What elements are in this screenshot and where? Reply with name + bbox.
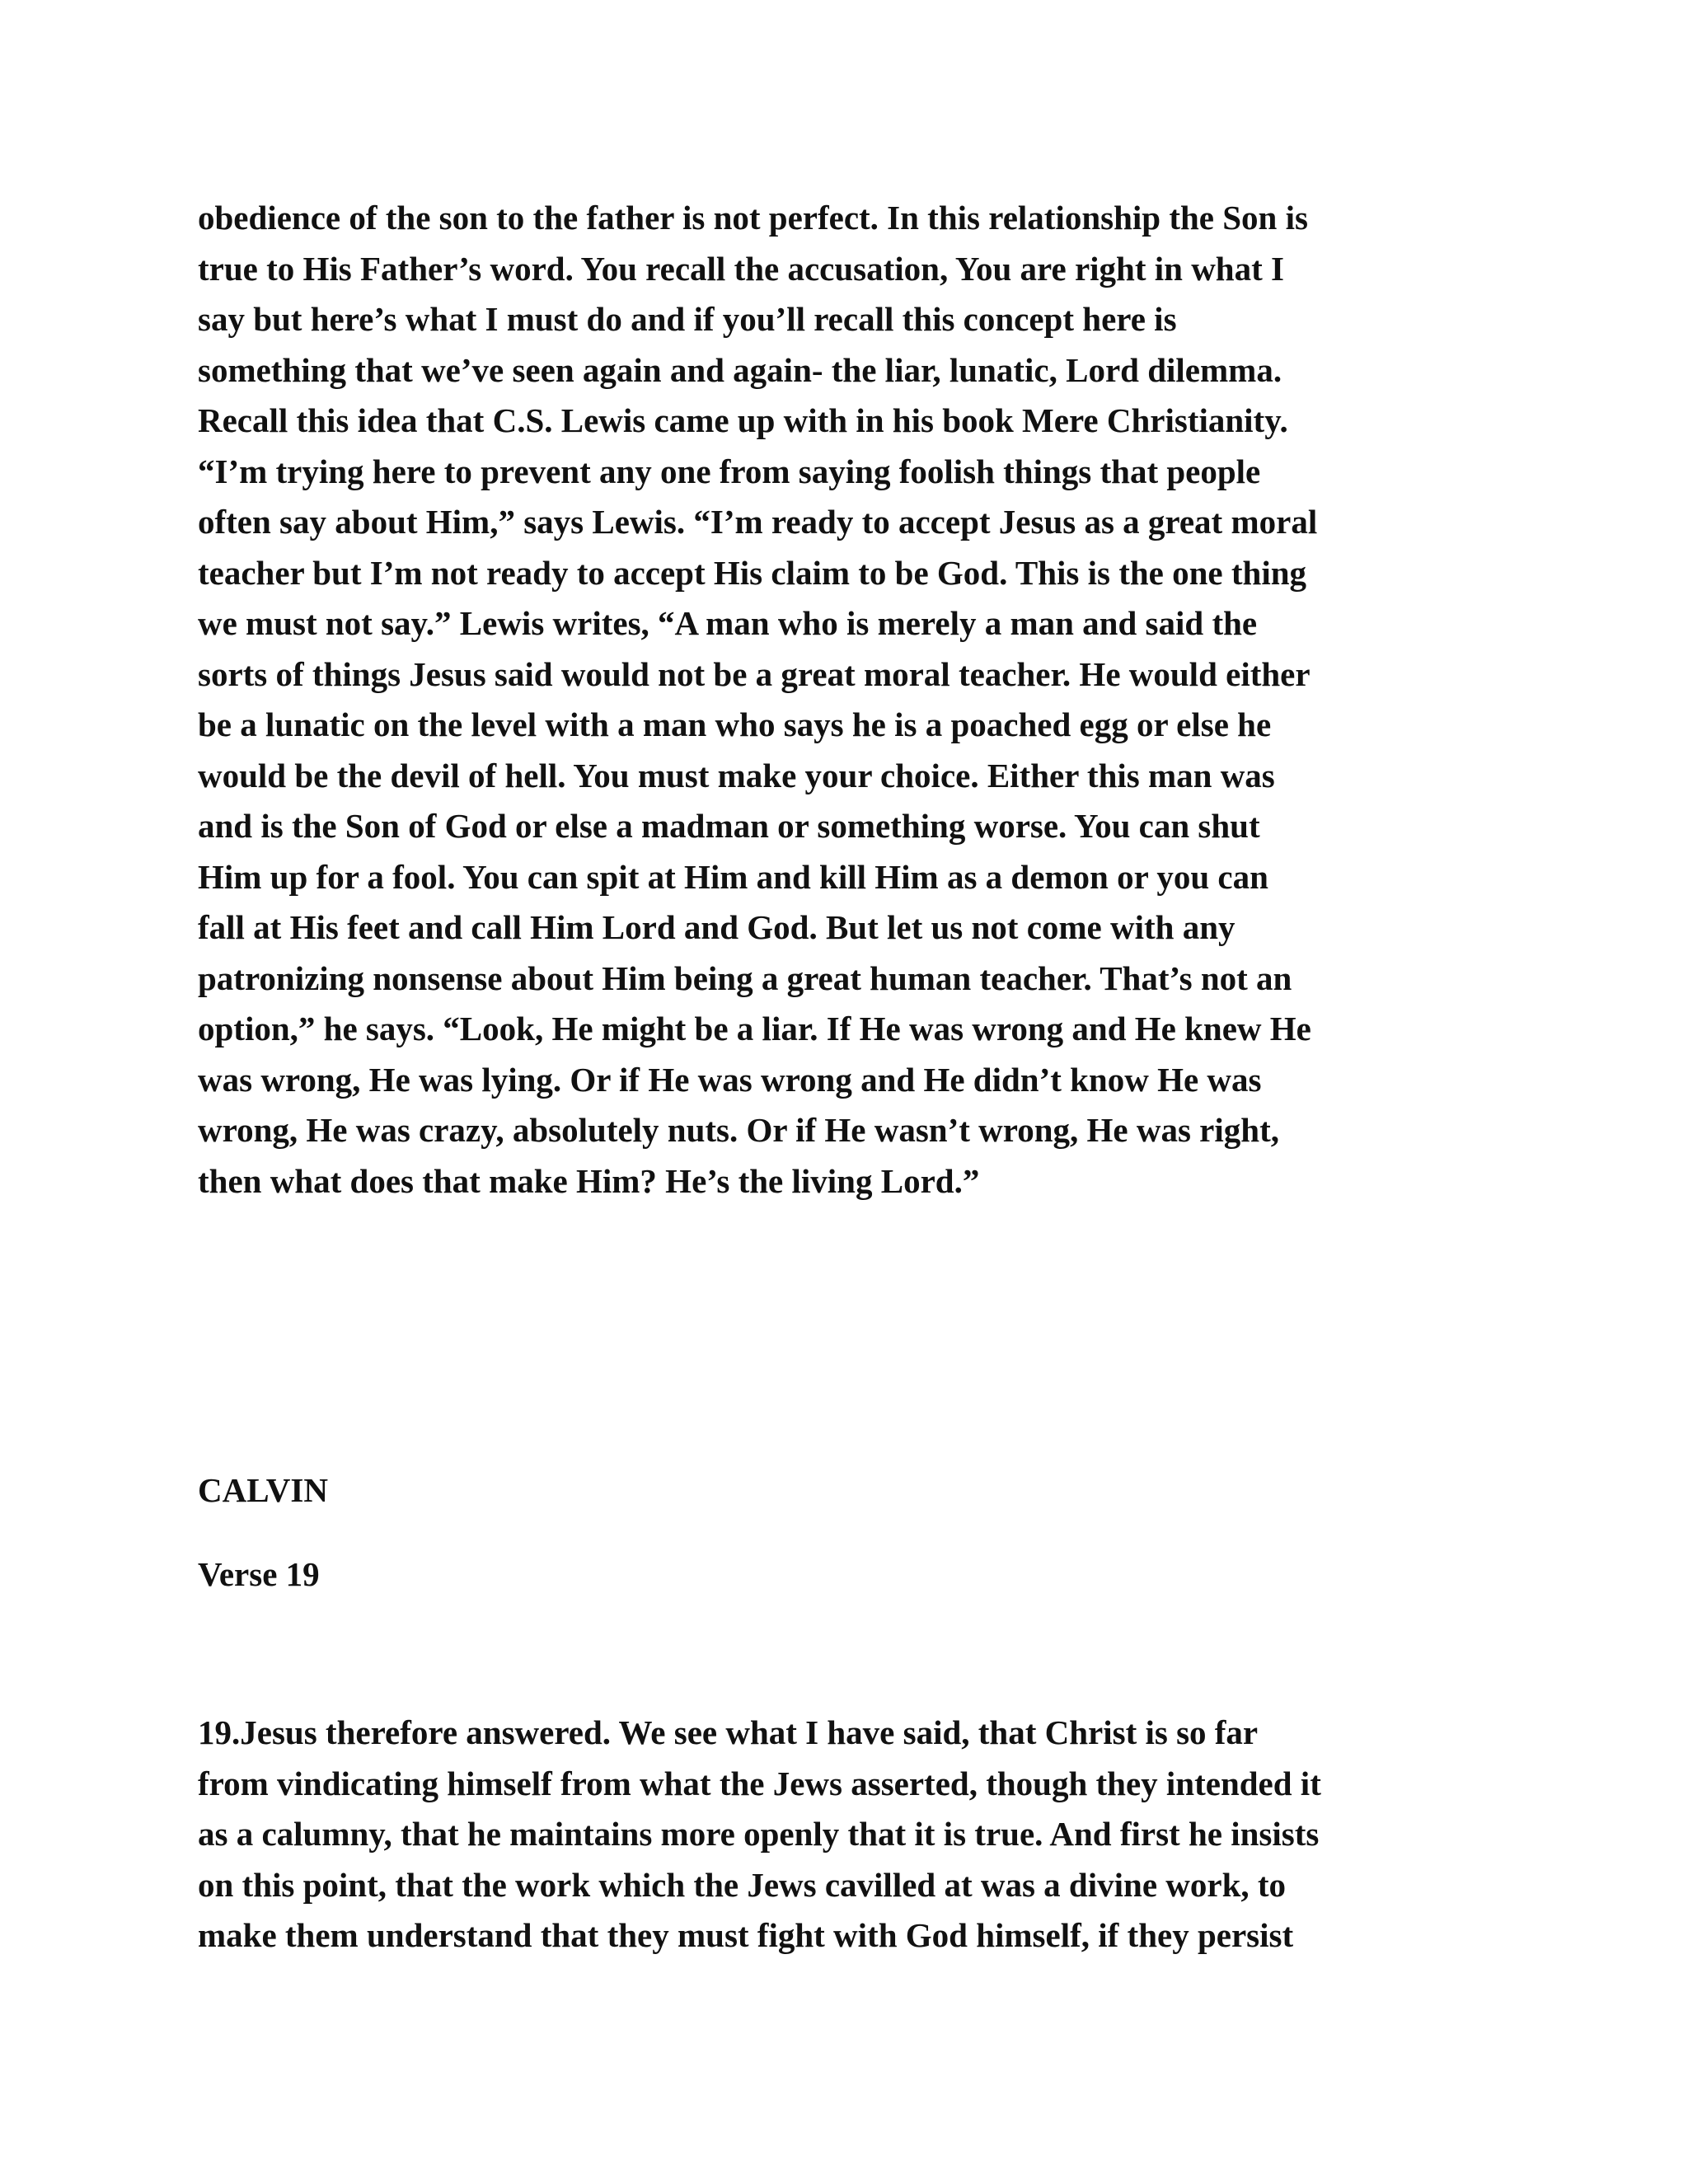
text-line: patronizing nonsense about Him being a great human teacher. That’s not an [198, 958, 1292, 997]
text-line: sorts of things Jesus said would not be a great moral teacher. He would either [198, 654, 1311, 693]
text-line: be a lunatic on the level with a man who says he is a poached egg or else he [198, 705, 1272, 743]
text-line: often say about Him,” says Lewis. “I’m ready to accept Jesus as a great moral [198, 503, 1318, 541]
text-line: we must not say.” Lewis writes, “A man who is merely a man and said the [198, 604, 1258, 642]
commentary-paragraph [198, 193, 1484, 1207]
text-line: 19.Jesus therefore answered. We see what I have said, that Christ is so far [198, 1713, 1259, 1751]
text-line: true to His Father’s word. You recall the accusation, You are right in what I [198, 249, 1284, 288]
text-line: obedience of the son to the father is not perfect. In this relationship the Son is [198, 199, 1308, 237]
text-line: Him up for a fool. You can spit at Him and kill Him as a demon or you can [198, 857, 1268, 896]
text-line: on this point, that the work which the Jews cavilled at was a divine work, to [198, 1865, 1287, 1904]
text-line: make them understand that they must fight with God himself, if they persist [198, 1916, 1294, 1954]
text-line: wrong, He was crazy, absolutely nuts. Or if He wasn’t wrong, He was right, [198, 1111, 1279, 1149]
text-line: then what does that make Him? He’s the living Lord.” [198, 1161, 980, 1200]
text-line: teacher but I’m not ready to accept His claim to be God. This is the one thing [198, 553, 1307, 592]
calvin-commentary-paragraph [198, 1708, 1484, 1961]
text-line: was wrong, He was lying. Or if He was wrong and He didn’t know He was [198, 1060, 1262, 1099]
text-line: Recall this idea that C.S. Lewis came up with in his book Mere Christianity. [198, 401, 1288, 439]
text-line: option,” he says. “Look, He might be a liar. If He was wrong and He knew He [198, 1010, 1311, 1047]
text-line: and is the Son of God or else a madman or something worse. You can shut [198, 807, 1260, 845]
section-heading [198, 1465, 1484, 1516]
verse-heading-text: Verse 19 [198, 1555, 320, 1593]
text-line: as a calumny, that he maintains more openly that it is true. And first he insists [198, 1815, 1320, 1853]
text-line: say but here’s what I must do and if you’ll recall this concept here is [198, 300, 1177, 338]
verse-heading [198, 1549, 1484, 1601]
text-line: fall at His feet and call Him Lord and God. But let us not come with any [198, 908, 1236, 946]
section-heading-text: CALVIN [198, 1471, 328, 1509]
text-line: something that we’ve seen again and again- the liar, lunatic, Lord dilemma. [198, 350, 1282, 389]
text-line: from vindicating himself from what the Jews asserted, though they intended it [198, 1764, 1321, 1802]
text-line: would be the devil of hell. You must make your choice. Either this man was [198, 756, 1275, 794]
text-line: “I’m trying here to prevent any one from saying foolish things that people [198, 452, 1261, 490]
